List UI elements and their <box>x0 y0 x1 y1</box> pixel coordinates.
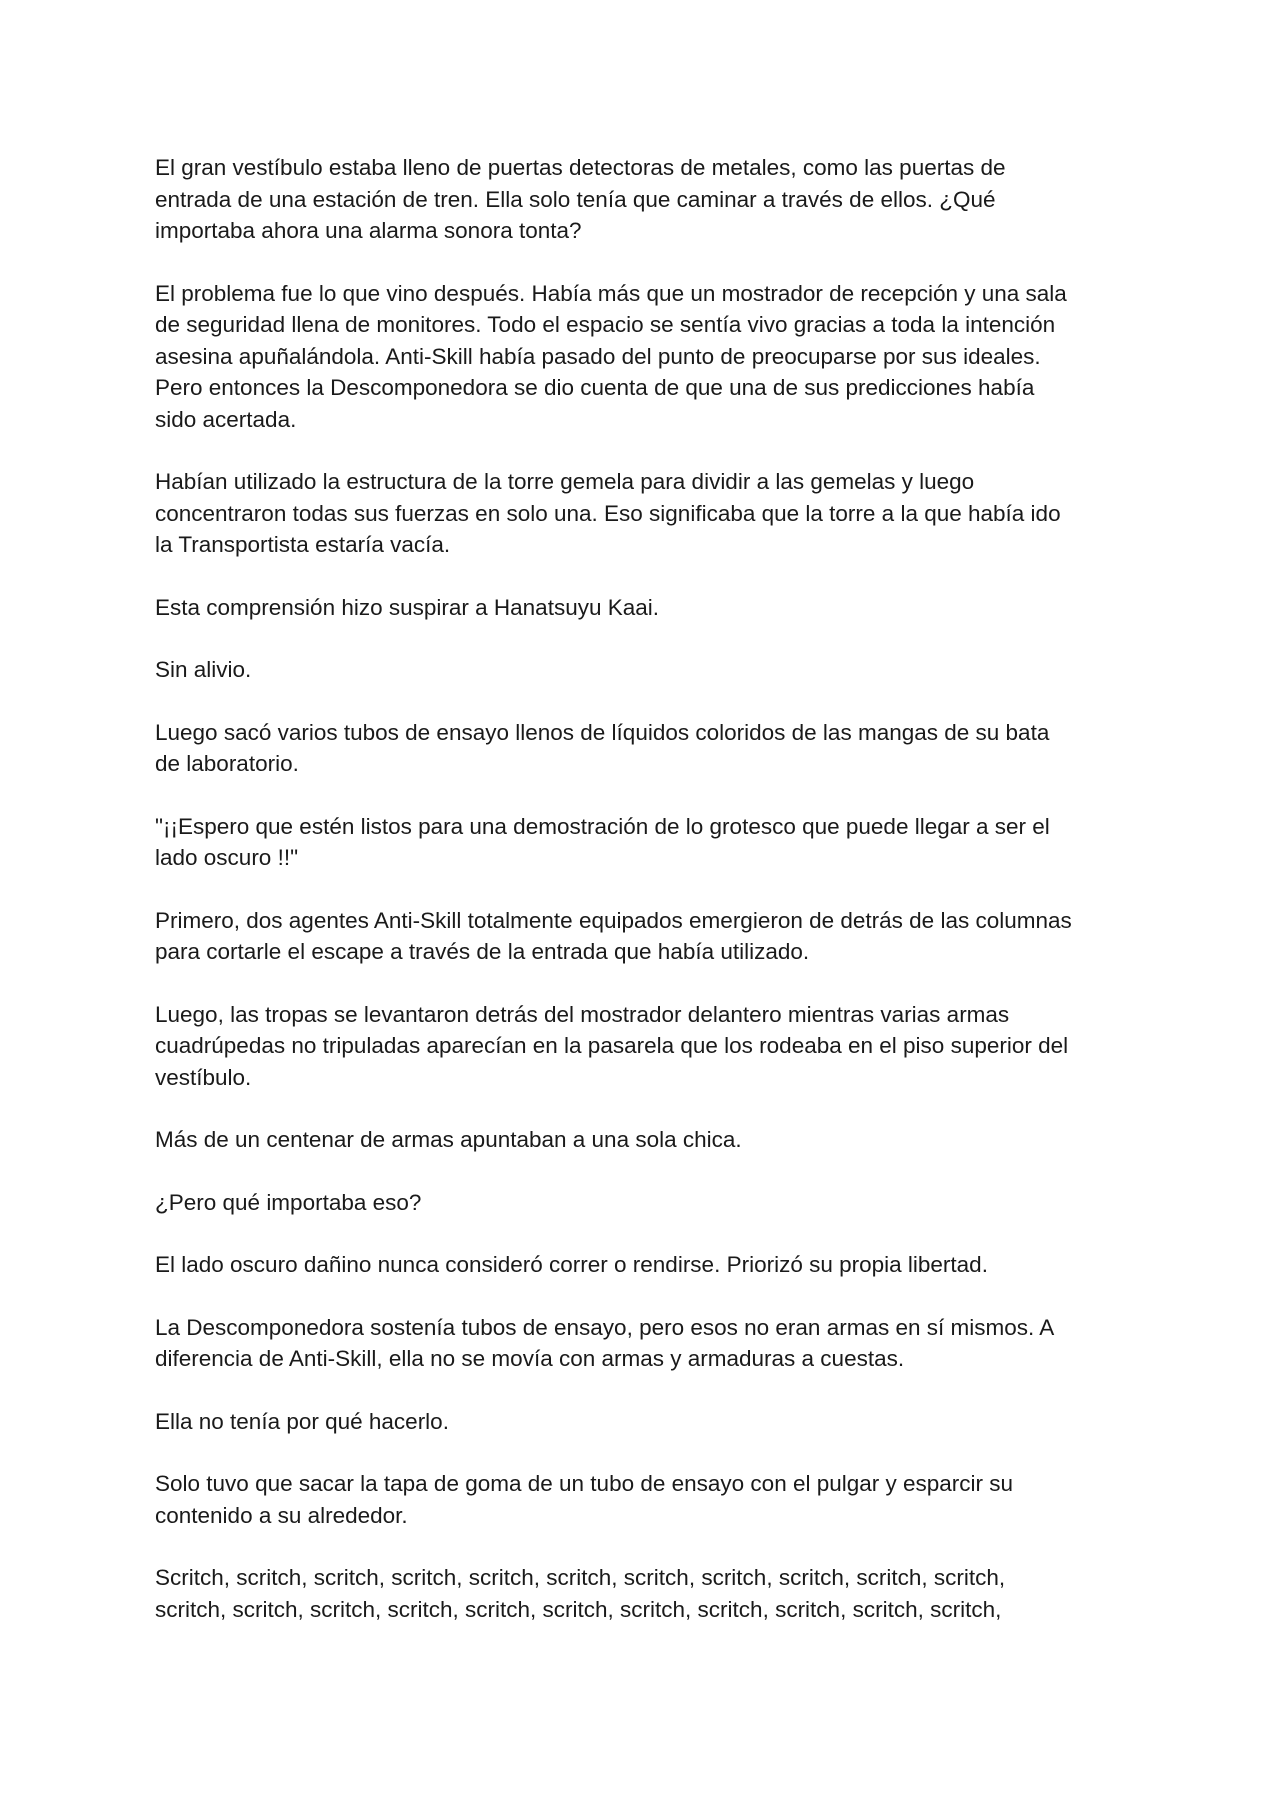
paragraph-line: la Transportista estaría vacía. <box>155 532 451 557</box>
paragraph-line: "¡¡Espero que estén listos para una demostración de lo grotesco que puede llegar a ser el <box>155 813 1050 839</box>
paragraph-2 <box>155 278 1145 436</box>
document-body <box>155 152 1145 1625</box>
paragraph-13 <box>155 1312 1145 1375</box>
paragraph-line: scritch, scritch, scritch, scritch, scritch, scritch, scritch, scritch, scritch, scritch, scritch, <box>155 1596 1002 1622</box>
paragraph-4 <box>155 592 1145 624</box>
paragraph-3 <box>155 466 1145 561</box>
paragraph-12 <box>155 1249 1145 1281</box>
paragraph-7 <box>155 811 1145 874</box>
paragraph-line: Luego sacó varios tubos de ensayo llenos de líquidos coloridos de las mangas de su bata <box>155 719 1050 745</box>
paragraph-line: concentraron todas sus fuerzas en solo una. Eso significaba que la torre a la que había ido <box>155 500 1061 526</box>
paragraph-line: asesina apuñalándola. Anti-Skill había pasado del punto de preocuparse por sus ideales. <box>155 343 1041 369</box>
paragraph-line: de seguridad llena de monitores. Todo el espacio se sentía vivo gracias a toda la intención <box>155 312 1056 337</box>
paragraph-line: importaba ahora una alarma sonora tonta? <box>155 218 582 243</box>
paragraph-line: entrada de una estación de tren. Ella solo tenía que caminar a través de ellos. ¿Qué <box>155 186 996 212</box>
paragraph-line: El problema fue lo que vino después. Había más que un mostrador de recepción y una sala <box>155 280 1067 306</box>
paragraph-line: Más de un centenar de armas apuntaban a una sola chica. <box>155 1127 742 1152</box>
paragraph-1 <box>155 152 1145 247</box>
paragraph-line: Primero, dos agentes Anti-Skill totalmente equipados emergieron de detrás de las columnas <box>155 907 1072 933</box>
paragraph-line: Luego, las tropas se levantaron detrás del mostrador delantero mientras varias armas <box>155 1001 1010 1027</box>
paragraph-10 <box>155 1124 1145 1156</box>
paragraph-5 <box>155 654 1145 686</box>
paragraph-line: El gran vestíbulo estaba lleno de puertas detectoras de metales, como las puertas de <box>155 155 1006 180</box>
paragraph-line: Habían utilizado la estructura de la torre gemela para dividir a las gemelas y luego <box>155 469 975 494</box>
paragraph-line: Sin alivio. <box>155 657 252 682</box>
paragraph-line: diferencia de Anti-Skill, ella no se movía con armas y armaduras a cuestas. <box>155 1346 905 1371</box>
paragraph-16 <box>155 1562 1145 1625</box>
paragraph-line: Pero entonces la Descomponedora se dio cuenta de que una de sus predicciones había <box>155 375 1035 400</box>
paragraph-line: La Descomponedora sostenía tubos de ensayo, pero esos no eran armas en sí mismos. A <box>155 1314 1055 1340</box>
paragraph-15 <box>155 1468 1145 1531</box>
paragraph-line: Ella no tenía por qué hacerlo. <box>155 1408 449 1434</box>
paragraph-line: cuadrúpedas no tripuladas aparecían en la pasarela que los rodeaba en el piso superior del <box>155 1033 1069 1058</box>
paragraph-14 <box>155 1406 1145 1438</box>
paragraph-6 <box>155 717 1145 780</box>
paragraph-line: lado oscuro !!" <box>155 845 299 870</box>
paragraph-line: para cortarle el escape a través de la entrada que había utilizado. <box>155 939 810 964</box>
paragraph-line: ¿Pero qué importaba eso? <box>155 1189 422 1215</box>
paragraph-line: Scritch, scritch, scritch, scritch, scritch, scritch, scritch, scritch, scritch, scritch, scritch, <box>155 1565 1006 1590</box>
paragraph-line: vestíbulo. <box>155 1064 252 1090</box>
paragraph-line: El lado oscuro dañino nunca consideró correr o rendirse. Priorizó su propia libertad. <box>155 1252 988 1277</box>
paragraph-line: contenido a su alrededor. <box>155 1502 408 1528</box>
paragraph-line: Solo tuvo que sacar la tapa de goma de un tubo de ensayo con el pulgar y esparcir su <box>155 1471 1014 1496</box>
paragraph-line: sido acertada. <box>155 406 297 432</box>
paragraph-9 <box>155 999 1145 1094</box>
paragraph-8 <box>155 905 1145 968</box>
paragraph-11 <box>155 1187 1145 1219</box>
paragraph-line: de laboratorio. <box>155 751 299 776</box>
paragraph-line: Esta comprensión hizo suspirar a Hanatsuyu Kaai. <box>155 594 660 620</box>
